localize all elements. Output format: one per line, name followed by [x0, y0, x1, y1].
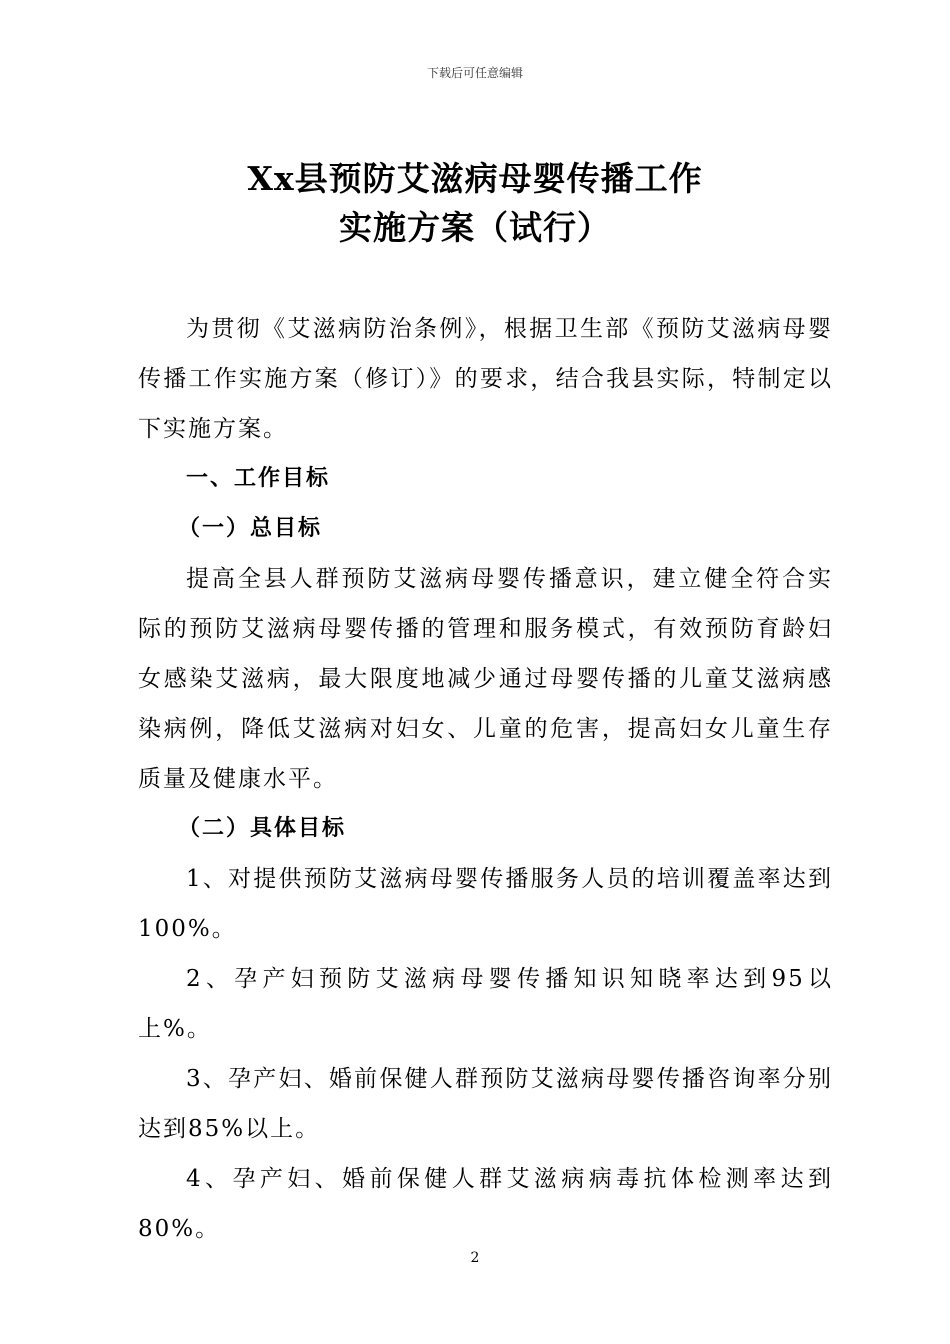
goal-item-1: 1、对提供预防艾滋病母婴传播服务人员的培训覆盖率达到100%。	[138, 866, 833, 942]
document-title-line2: 实施方案（试行）	[339, 208, 611, 247]
document-title-line1: Xx县预防艾滋病母婴传播工作	[247, 159, 703, 198]
header-note: 下载后可任意编辑	[426, 66, 523, 80]
page-number: 2	[470, 1250, 480, 1266]
goal-item-3: 3、孕产妇、婚前保健人群预防艾滋病母婴传播咨询率分别达到85%以上。	[138, 1066, 833, 1142]
goal-item-4: 4、孕产妇、婚前保健人群艾滋病病毒抗体检测率达到80%。	[138, 1166, 833, 1242]
subsection-heading-specific: （二）具体目标	[178, 816, 347, 841]
goal-item-2: 2、孕产妇预防艾滋病母婴传播知识知晓率达到95以上%。	[138, 966, 833, 1042]
subsection-heading-overall: （一）总目标	[178, 516, 323, 541]
overall-goal-paragraph: 提高全县人群预防艾滋病母婴传播意识，建立健全符合实际的预防艾滋病母婴传播的管理和服务模式，有效预防育龄妇女感染艾滋病，最大限度地减少通过母婴传播的儿童艾滋病感染病例，降低艾滋病对妇女、儿童的危害，提高妇女儿童生存质量及健康水平。	[138, 566, 833, 792]
document-body	[138, 304, 833, 1254]
intro-paragraph: 为贯彻《艾滋病防治条例》，根据卫生部《预防艾滋病母婴传播工作实施方案（修订）》的要求，结合我县实际，特制定以下实施方案。	[138, 316, 833, 442]
section-heading: 一、工作目标	[186, 466, 331, 491]
